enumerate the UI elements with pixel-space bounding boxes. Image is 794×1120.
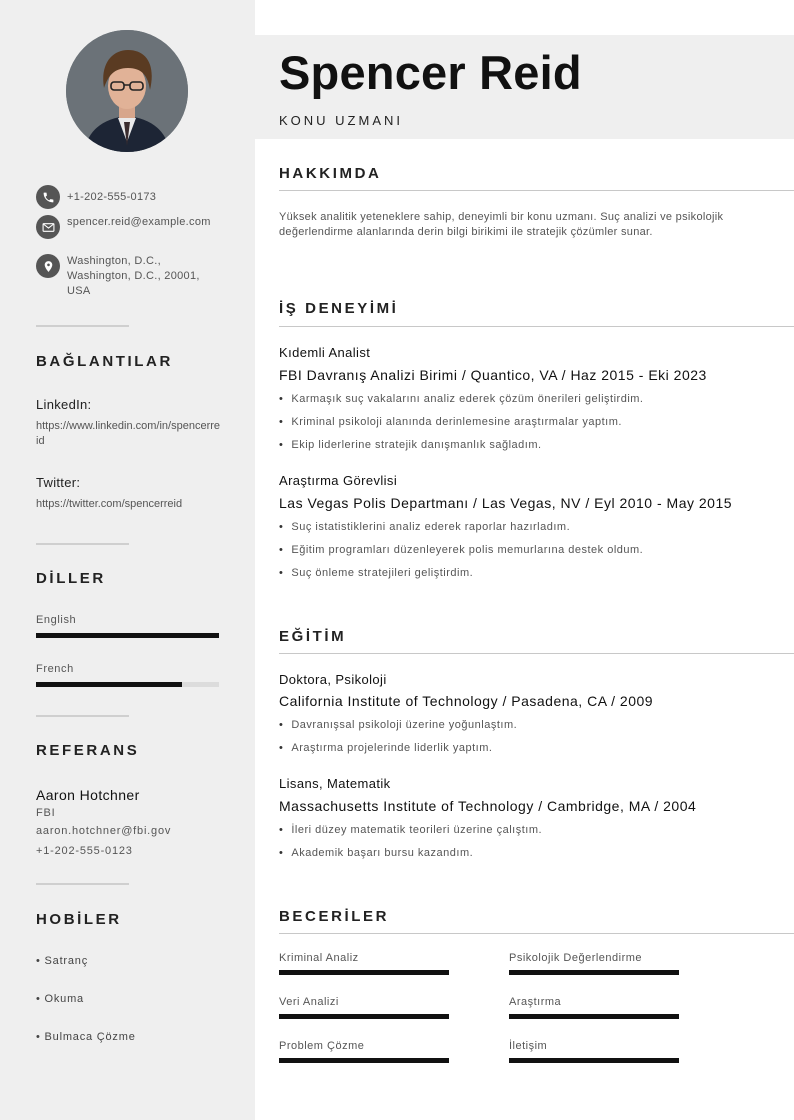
email-text[interactable]: spencer.reid@example.com — [67, 216, 211, 228]
reference-phone[interactable]: +1-202-555-0123 — [36, 845, 133, 857]
hobbies-heading: HOBİLER — [36, 911, 122, 928]
hobby-item: • Satranç — [36, 955, 89, 967]
job-title: Kıdemli Analist — [279, 345, 371, 360]
candidate-title: KONU UZMANI — [279, 113, 403, 128]
job-bullet: • Eğitim programları düzenleyerek polis memurlarına destek oldum. — [279, 544, 643, 556]
contact-phone — [36, 185, 217, 209]
envelope-icon — [36, 215, 60, 239]
skill-label: İletişim — [509, 1040, 548, 1052]
candidate-name: Spencer Reid — [279, 46, 582, 99]
reference-org: FBI — [36, 807, 56, 819]
skill-fill — [509, 1058, 679, 1063]
hobby-label: Satranç — [44, 955, 89, 967]
school-name: Massachusetts Institute of Technology / Cambridge, MA / 2004 — [279, 798, 697, 814]
sidebar-divider — [36, 543, 129, 545]
job-bullet: • Suç istatistiklerini analiz ederek raporlar hazırladım. — [279, 521, 570, 533]
section-rule — [279, 933, 794, 934]
job-organization: FBI Davranış Analizi Birimi / Quantico, VA / Haz 2015 - Eki 2023 — [279, 367, 707, 383]
skill-fill — [279, 970, 449, 975]
skill-label: Psikolojik Değerlendirme — [509, 952, 643, 964]
job-title: Araştırma Görevlisi — [279, 473, 398, 488]
skill-bar — [279, 1058, 449, 1063]
reference-name: Aaron Hotchner — [36, 787, 140, 803]
address-text: Washington, D.C., Washington, D.C., 20001, USA — [67, 255, 200, 297]
skill-bar — [509, 970, 679, 975]
language-french-label: French — [36, 663, 74, 675]
skill-label: Kriminal Analiz — [279, 952, 359, 964]
skill-bar — [279, 970, 449, 975]
sidebar-divider — [36, 325, 129, 327]
skill-label: Problem Çözme — [279, 1040, 365, 1052]
skill-label: Araştırma — [509, 996, 562, 1008]
linkedin-label: LinkedIn: — [36, 397, 92, 412]
language-english-bar — [36, 633, 219, 638]
languages-heading: DİLLER — [36, 570, 106, 587]
links-heading: BAĞLANTILAR — [36, 353, 173, 370]
twitter-link[interactable]: https://twitter.com/spencerreid — [36, 498, 183, 510]
experience-heading: İŞ DENEYİMİ — [279, 300, 399, 317]
hobby-item: • Bulmaca Çözme — [36, 1031, 136, 1043]
skill-fill — [279, 1058, 449, 1063]
job-bullet: • Ekip liderlerine stratejik danışmanlık sağladım. — [279, 439, 542, 451]
job-bullet: • Karmaşık suç vakalarını analiz ederek çözüm önerileri geliştirdim. — [279, 393, 643, 405]
reference-heading: REFERANS — [36, 742, 140, 759]
degree-title: Doktora, Psikoloji — [279, 672, 387, 687]
section-rule — [279, 326, 794, 327]
header-band — [255, 35, 794, 139]
hobby-label: Bulmaca Çözme — [44, 1031, 136, 1043]
skill-bar — [509, 1058, 679, 1063]
about-heading: HAKKIMDA — [279, 165, 382, 182]
degree-title: Lisans, Matematik — [279, 776, 391, 791]
reference-email[interactable]: aaron.hotchner@fbi.gov — [36, 825, 172, 837]
skills-heading: BECERİLER — [279, 908, 390, 925]
job-bullet: • Kriminal psikoloji alanında derinlemesine araştırmalar yaptım. — [279, 416, 622, 428]
twitter-label: Twitter: — [36, 475, 81, 490]
skill-fill — [509, 970, 679, 975]
education-bullet: • Akademik başarı bursu kazandım. — [279, 847, 473, 859]
education-bullet: • Davranışsal psikoloji üzerine yoğunlaştım. — [279, 719, 517, 731]
sidebar-divider — [36, 715, 129, 717]
contact-address — [36, 254, 217, 299]
skill-bar — [279, 1014, 449, 1019]
section-rule — [279, 653, 794, 654]
phone-text[interactable]: +1-202-555-0173 — [67, 191, 157, 203]
avatar — [66, 30, 188, 152]
education-bullet: • İleri düzey matematik teorileri üzerine çalıştım. — [279, 824, 542, 836]
contact-email — [36, 215, 217, 239]
hobby-item: • Okuma — [36, 993, 84, 1005]
language-english-label: English — [36, 614, 77, 626]
about-text: Yüksek analitik yeteneklere sahip, deneyimli bir konu uzmanı. Suç analizi ve psikolojik değerlendirme alanlarında derin bilgi birikimi ile stratejik çözümler sunar. — [279, 211, 724, 238]
section-rule — [279, 190, 794, 191]
linkedin-link[interactable]: https://www.linkedin.com/in/spencerreid — [36, 420, 221, 447]
language-english-fill — [36, 633, 219, 638]
skill-fill — [509, 1014, 679, 1019]
main-content — [255, 0, 794, 1120]
hobby-label: Okuma — [44, 993, 84, 1005]
school-name: California Institute of Technology / Pasadena, CA / 2009 — [279, 693, 654, 709]
language-french-fill — [36, 682, 182, 687]
skill-fill — [279, 1014, 449, 1019]
skill-bar — [509, 1014, 679, 1019]
sidebar-divider — [36, 883, 129, 885]
job-organization: Las Vegas Polis Departmanı / Las Vegas, NV / Eyl 2010 - May 2015 — [279, 495, 733, 511]
location-pin-icon — [36, 254, 60, 278]
education-bullet: • Araştırma projelerinde liderlik yaptım. — [279, 742, 492, 754]
phone-icon — [36, 185, 60, 209]
education-heading: EĞİTİM — [279, 628, 347, 645]
sidebar — [0, 0, 255, 1120]
skill-label: Veri Analizi — [279, 996, 339, 1008]
profile-photo — [66, 30, 188, 152]
job-bullet: • Suç önleme stratejileri geliştirdim. — [279, 567, 473, 579]
language-french-bar — [36, 682, 219, 687]
